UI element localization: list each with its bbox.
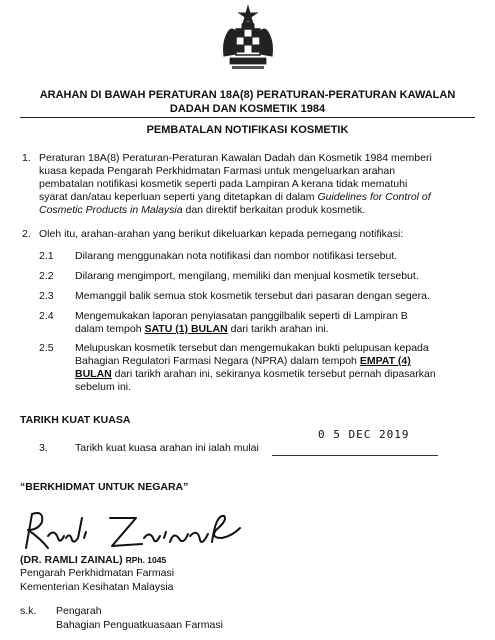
para2-intro: Oleh itu, arahan-arahan yang berikut dikeluarkan kepada pemegang notifikasi: <box>39 228 404 240</box>
para2-number: 2. <box>22 228 31 240</box>
para3-number: 3. <box>39 442 48 454</box>
para1-number: 1. <box>22 152 31 164</box>
para3-text: Tarikh kuat kuasa arahan ini ialah mulai <box>75 442 259 454</box>
item-2-1-number: 2.1 <box>39 250 54 262</box>
para1-line-4: syarat dan/atau keperluan seperti yang ditetapkan di dalam Guidelines for Control of <box>39 191 431 203</box>
effective-date-heading: TARIKH KUAT KUASA <box>20 414 131 426</box>
item-2-2-number: 2.2 <box>39 270 54 282</box>
signatory-position: Pengarah Perkhidmatan Farmasi <box>20 567 175 579</box>
item-2-3-text: Memanggil balik semua stok kosmetik tersebut dari pasaran dengan segera. <box>75 290 430 302</box>
deadline-one-month: SATU (1) BULAN <box>144 323 228 335</box>
coat-of-arms-icon <box>220 4 276 74</box>
item-2-4-number: 2.4 <box>39 310 54 322</box>
date-underline <box>272 455 438 456</box>
signatory-name: (DR. RAMLI ZAINAL) <box>20 554 123 566</box>
para1-line-3: pembatalan notifikasi kosmetik seperti pada Lampiran A kerana tidak mematuhi <box>39 178 408 190</box>
deadline-four-months: EMPAT (4) <box>359 355 411 367</box>
document-title-line-1: ARAHAN DI BAWAH PERATURAN 18A(8) PERATURAN-PERATURAN KAWALAN <box>39 89 456 101</box>
title-divider <box>20 117 475 118</box>
handwritten-signature <box>18 508 248 556</box>
para1-line-5: Cosmetic Products in Malaysia dan direktif berkaitan produk kosmetik. <box>39 204 366 216</box>
cc-label: s.k. <box>20 605 37 617</box>
item-2-4-text: Mengemukakan laporan penyiasatan panggilbalik seperti di Lampiran B dalam tempoh SATU (1) BULAN dari tarikh arahan ini. <box>75 310 408 335</box>
cc-recipient-department: Bahagian Penguatkuasaan Farmasi <box>56 619 223 631</box>
guideline-title: Guidelines for Control of <box>317 191 431 203</box>
document-subtitle: PEMBATALAN NOTIFIKASI KOSMETIK <box>146 124 349 136</box>
para1-line-1: Peraturan 18A(8) Peraturan-Peraturan Kawalan Dadah dan Kosmetik 1984 memberi <box>39 152 432 164</box>
motto: “BERKHIDMAT UNTUK NEGARA” <box>20 481 189 493</box>
signatory-ministry: Kementerian Kesihatan Malaysia <box>20 581 174 593</box>
item-2-5-text: Melupuskan kosmetik tersebut dan mengemukakan bukti pelupusan kepada Bahagian Regulatori Farmasi Negara (NPRA) dalam tempoh EMPAT (4) BULAN dari tarikh arahan ini, sekiranya kosmetik tersebut pernah dipasarkan sebelum ini. <box>75 342 436 393</box>
signatory-name-line <box>20 554 166 566</box>
date-stamp: 0 5 DEC 2019 <box>318 428 410 441</box>
cc-recipient-title: Pengarah <box>56 605 102 617</box>
para1-body <box>39 152 475 217</box>
para1-line-2: kuasa kepada Pengarah Perkhidmatan Farmasi untuk mengeluarkan arahan <box>39 165 396 177</box>
item-2-1-text: Dilarang menggunakan nota notifikasi dan nombor notifikasi tersebut. <box>75 250 398 262</box>
item-2-5-number: 2.5 <box>39 342 54 354</box>
item-2-2-text: Dilarang mengimport, mengilang, memiliki dan menjual kosmetik tersebut. <box>75 270 419 282</box>
signatory-registration: RPh. 1045 <box>125 555 167 565</box>
deadline-four-months-cont: BULAN <box>75 368 112 380</box>
guideline-title-cont: Cosmetic Products in Malaysia <box>39 204 183 216</box>
document-title-line-2: DADAH DAN KOSMETIK 1984 <box>169 103 326 115</box>
item-2-3-number: 2.3 <box>39 290 54 302</box>
